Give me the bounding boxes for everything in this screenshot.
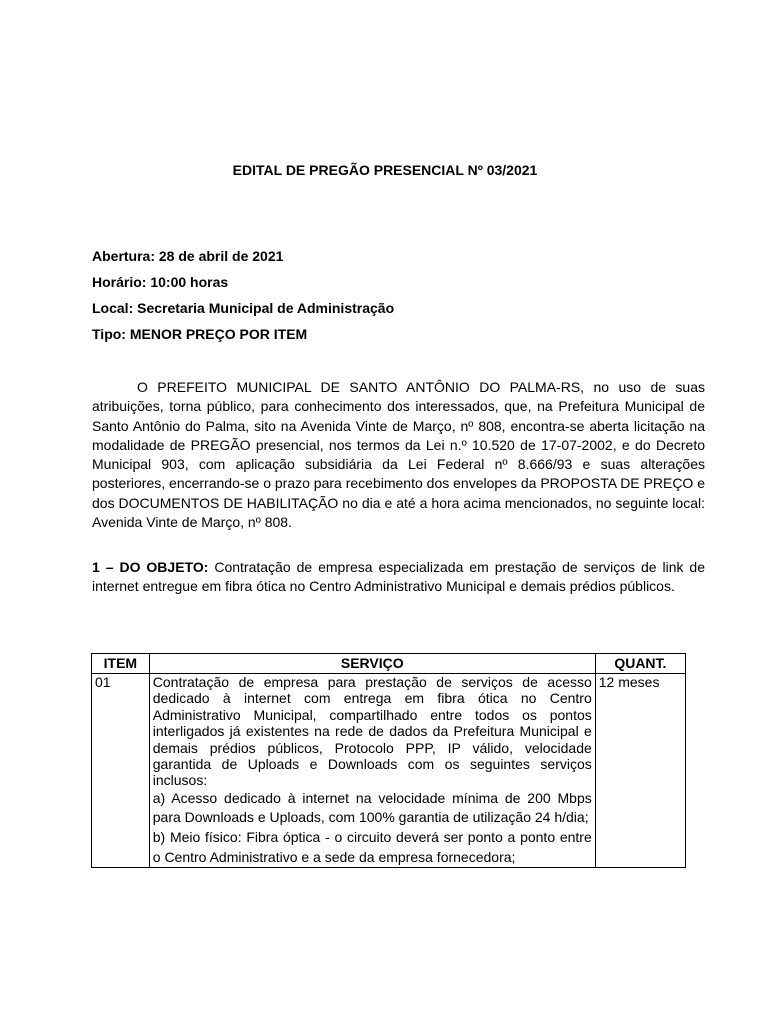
intro-paragraph: O PREFEITO MUNICIPAL DE SANTO ANTÔNIO DO PALMA-RS, no uso de suas atribuições, torna público, para conhecimento dos interessados, que, na Prefeitura Municipal de Santo Antônio do Palma, sito na Avenida Vinte de Março, nº 808, encontra-se aberta licitação na modalidade de PREGÃO presencial, nos termos da Lei n.º 10.520 de 17-07-2002, e do Decreto Municipal 903, com aplicação subsidiária da Lei Federal nº 8.666/93 e suas alterações posteriores, encerrando-se o prazo para recebimento dos envelopes da PROPOSTA DE PREÇO e dos DOCUMENTOS DE HABILITAÇÃO no dia e até a hora acima mencionados, no seguinte local: Avenida Vinte de Março, nº 808.: [92, 379, 705, 531]
abertura-line: Abertura: 28 de abril de 2021: [92, 248, 284, 264]
servico-item-b: b) Meio físico: Fibra óptica - o circuito deverá ser ponto a ponto entre o Centro Administrativo e a sede da empresa fornecedora;: [152, 829, 592, 865]
header-servico: SERVIÇO: [149, 654, 595, 674]
servico-item-a: a) Acesso dedicado à internet na velocidade mínima de 200 Mbps para Downloads e Uploads, com 100% garantia de utilização 24 h/dia;: [152, 789, 592, 826]
horario-line: Horário: 10:00 horas: [92, 274, 229, 290]
objeto-paragraph: [92, 558, 705, 597]
objeto-heading: 1 – DO OBJETO:: [92, 559, 209, 575]
cell-quant: 12 meses: [595, 674, 685, 868]
objeto-text: Contratação de empresa especializada em prestação de serviços de link de internet entregue em fibra ótica no Centro Administrativo Municipal e demais prédios públicos.: [92, 559, 705, 595]
document-title: EDITAL DE PREGÃO PRESENCIAL Nº 03/2021: [232, 162, 538, 178]
edital-meta-block: [92, 243, 394, 347]
items-table: [91, 653, 686, 868]
table-header-row: [92, 654, 686, 674]
local-line: Local: Secretaria Municipal de Administração: [92, 300, 395, 316]
servico-description: Contratação de empresa para prestação de serviços de acesso dedicado à internet com entrega em fibra ótica no Centro Administrativo Municipal, compartilhado entre todos os pontos interligados já existentes na rede de dados da Prefeitura Municipal e demais prédios públicos, Protocolo PPP, IP válido, velocidade garantida de Uploads e Downloads com os seguintes serviços inclusos:: [152, 674, 592, 789]
table-row: [92, 674, 686, 868]
header-quant: QUANT.: [595, 654, 685, 674]
header-item: ITEM: [92, 654, 150, 674]
cell-servico: [149, 674, 595, 868]
cell-item: 01: [92, 674, 150, 868]
tipo-line: Tipo: MENOR PREÇO POR ITEM: [92, 326, 308, 342]
